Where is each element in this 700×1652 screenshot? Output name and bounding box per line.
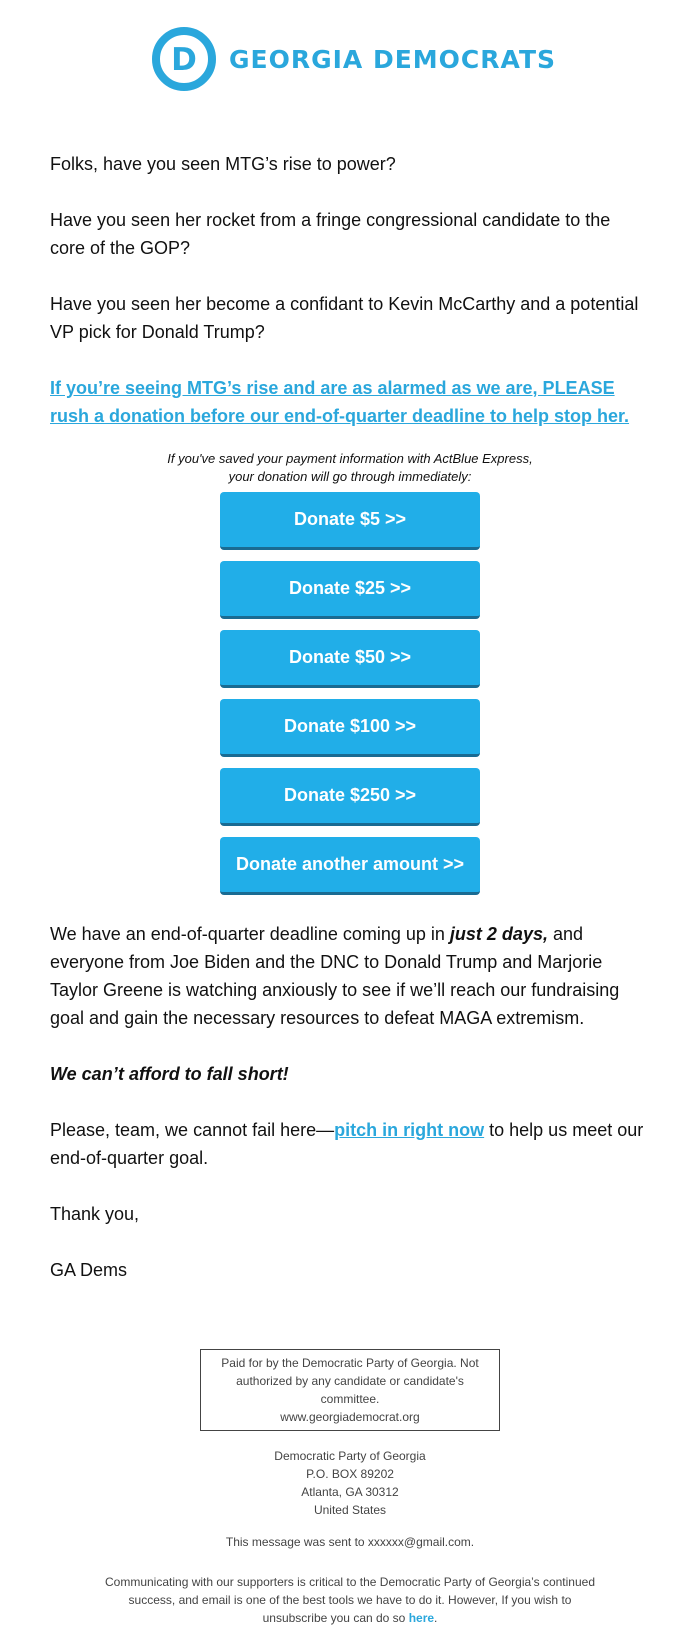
georgia-democrats-logo [151, 26, 556, 92]
donation-cta-link[interactable]: If you’re seeing MTG’s rise and are as alarmed as we are, PLEASE rush a donation before our end-of-quarter deadline to help stop her. [50, 378, 630, 426]
recipient-notice: This message was sent to xxxxxx@gmail.com. [225, 1535, 475, 1549]
email-header [0, 0, 700, 120]
unsubscribe-text: Communicating with our supporters is critical to the Democratic Party of Georgia’s continued success, and email is one of the best tools we have to do it. However, If you wish to unsubscribe you can do so [105, 1575, 595, 1625]
thank-you-line: Thank you, [50, 1204, 140, 1224]
unsubscribe-link[interactable]: here [408, 1611, 435, 1625]
paid-for-text: Paid for by the Democratic Party of Georgia. Not authorized by any candidate or candidate's committee. [221, 1356, 479, 1406]
deadline-emphasis: just 2 days, [449, 924, 548, 944]
unsubscribe-period: . [434, 1611, 438, 1625]
paid-for-disclaimer [200, 1349, 500, 1431]
donate-25-button[interactable]: Donate $25 >> [220, 561, 480, 619]
fall-short-paragraph: We can’t afford to fall short! [50, 1064, 289, 1084]
deadline-text-end: and everyone from Joe Biden and the DNC to Donald Trump and Marjorie Taylor Greene is watching anxiously to see if we’ll reach our fundraising goal and gain the necessary resources to defeat MAGA extremism. [50, 924, 620, 1028]
logo-letter: D [171, 42, 197, 78]
address-city: Atlanta, GA 30312 [301, 1485, 399, 1499]
donate-250-button[interactable]: Donate $250 >> [220, 768, 480, 826]
address-org: Democratic Party of Georgia [274, 1449, 426, 1463]
unsubscribe-notice [100, 1573, 600, 1627]
address-country: United States [313, 1503, 387, 1517]
donate-100-button[interactable]: Donate $100 >> [220, 699, 480, 757]
footer-website[interactable]: www.georgiademocrat.org [280, 1410, 420, 1424]
donate-50-button[interactable]: Donate $50 >> [220, 630, 480, 688]
signature-line: GA Dems [50, 1260, 128, 1280]
address-po-box: P.O. BOX 89202 [306, 1467, 394, 1481]
pitch-in-paragraph [50, 1116, 650, 1172]
democrat-d-logo-icon [151, 26, 217, 92]
email-body [50, 150, 650, 1312]
brand-name: GEORGIA DEMOCRATS [229, 44, 556, 74]
donate-other-amount-button[interactable]: Donate another amount >> [220, 837, 480, 895]
pitch-in-text-end: to help us meet our end-of-quarter goal. [50, 1120, 644, 1168]
email-footer [0, 1349, 700, 1627]
donation-buttons [50, 492, 650, 895]
intro-paragraph-3: Have you seen her become a confidant to Kevin McCarthy and a potential VP pick for Donald Trump? [50, 294, 639, 342]
pitch-in-text-start: Please, team, we cannot fail here— [50, 1120, 335, 1140]
mailing-address [0, 1447, 700, 1519]
actblue-note-line-1: If you've saved your payment information with ActBlue Express, [167, 451, 533, 466]
donate-5-button[interactable]: Donate $5 >> [220, 492, 480, 550]
deadline-text-start: We have an end-of-quarter deadline coming up in [50, 924, 450, 944]
actblue-express-note [50, 450, 650, 486]
intro-paragraph-1: Folks, have you seen MTG’s rise to power? [50, 154, 396, 174]
intro-paragraph-2: Have you seen her rocket from a fringe congressional candidate to the core of the GOP? [50, 210, 611, 258]
pitch-in-link[interactable]: pitch in right now [334, 1120, 485, 1140]
deadline-paragraph [50, 920, 650, 1032]
actblue-note-line-2: your donation will go through immediately: [228, 469, 472, 484]
